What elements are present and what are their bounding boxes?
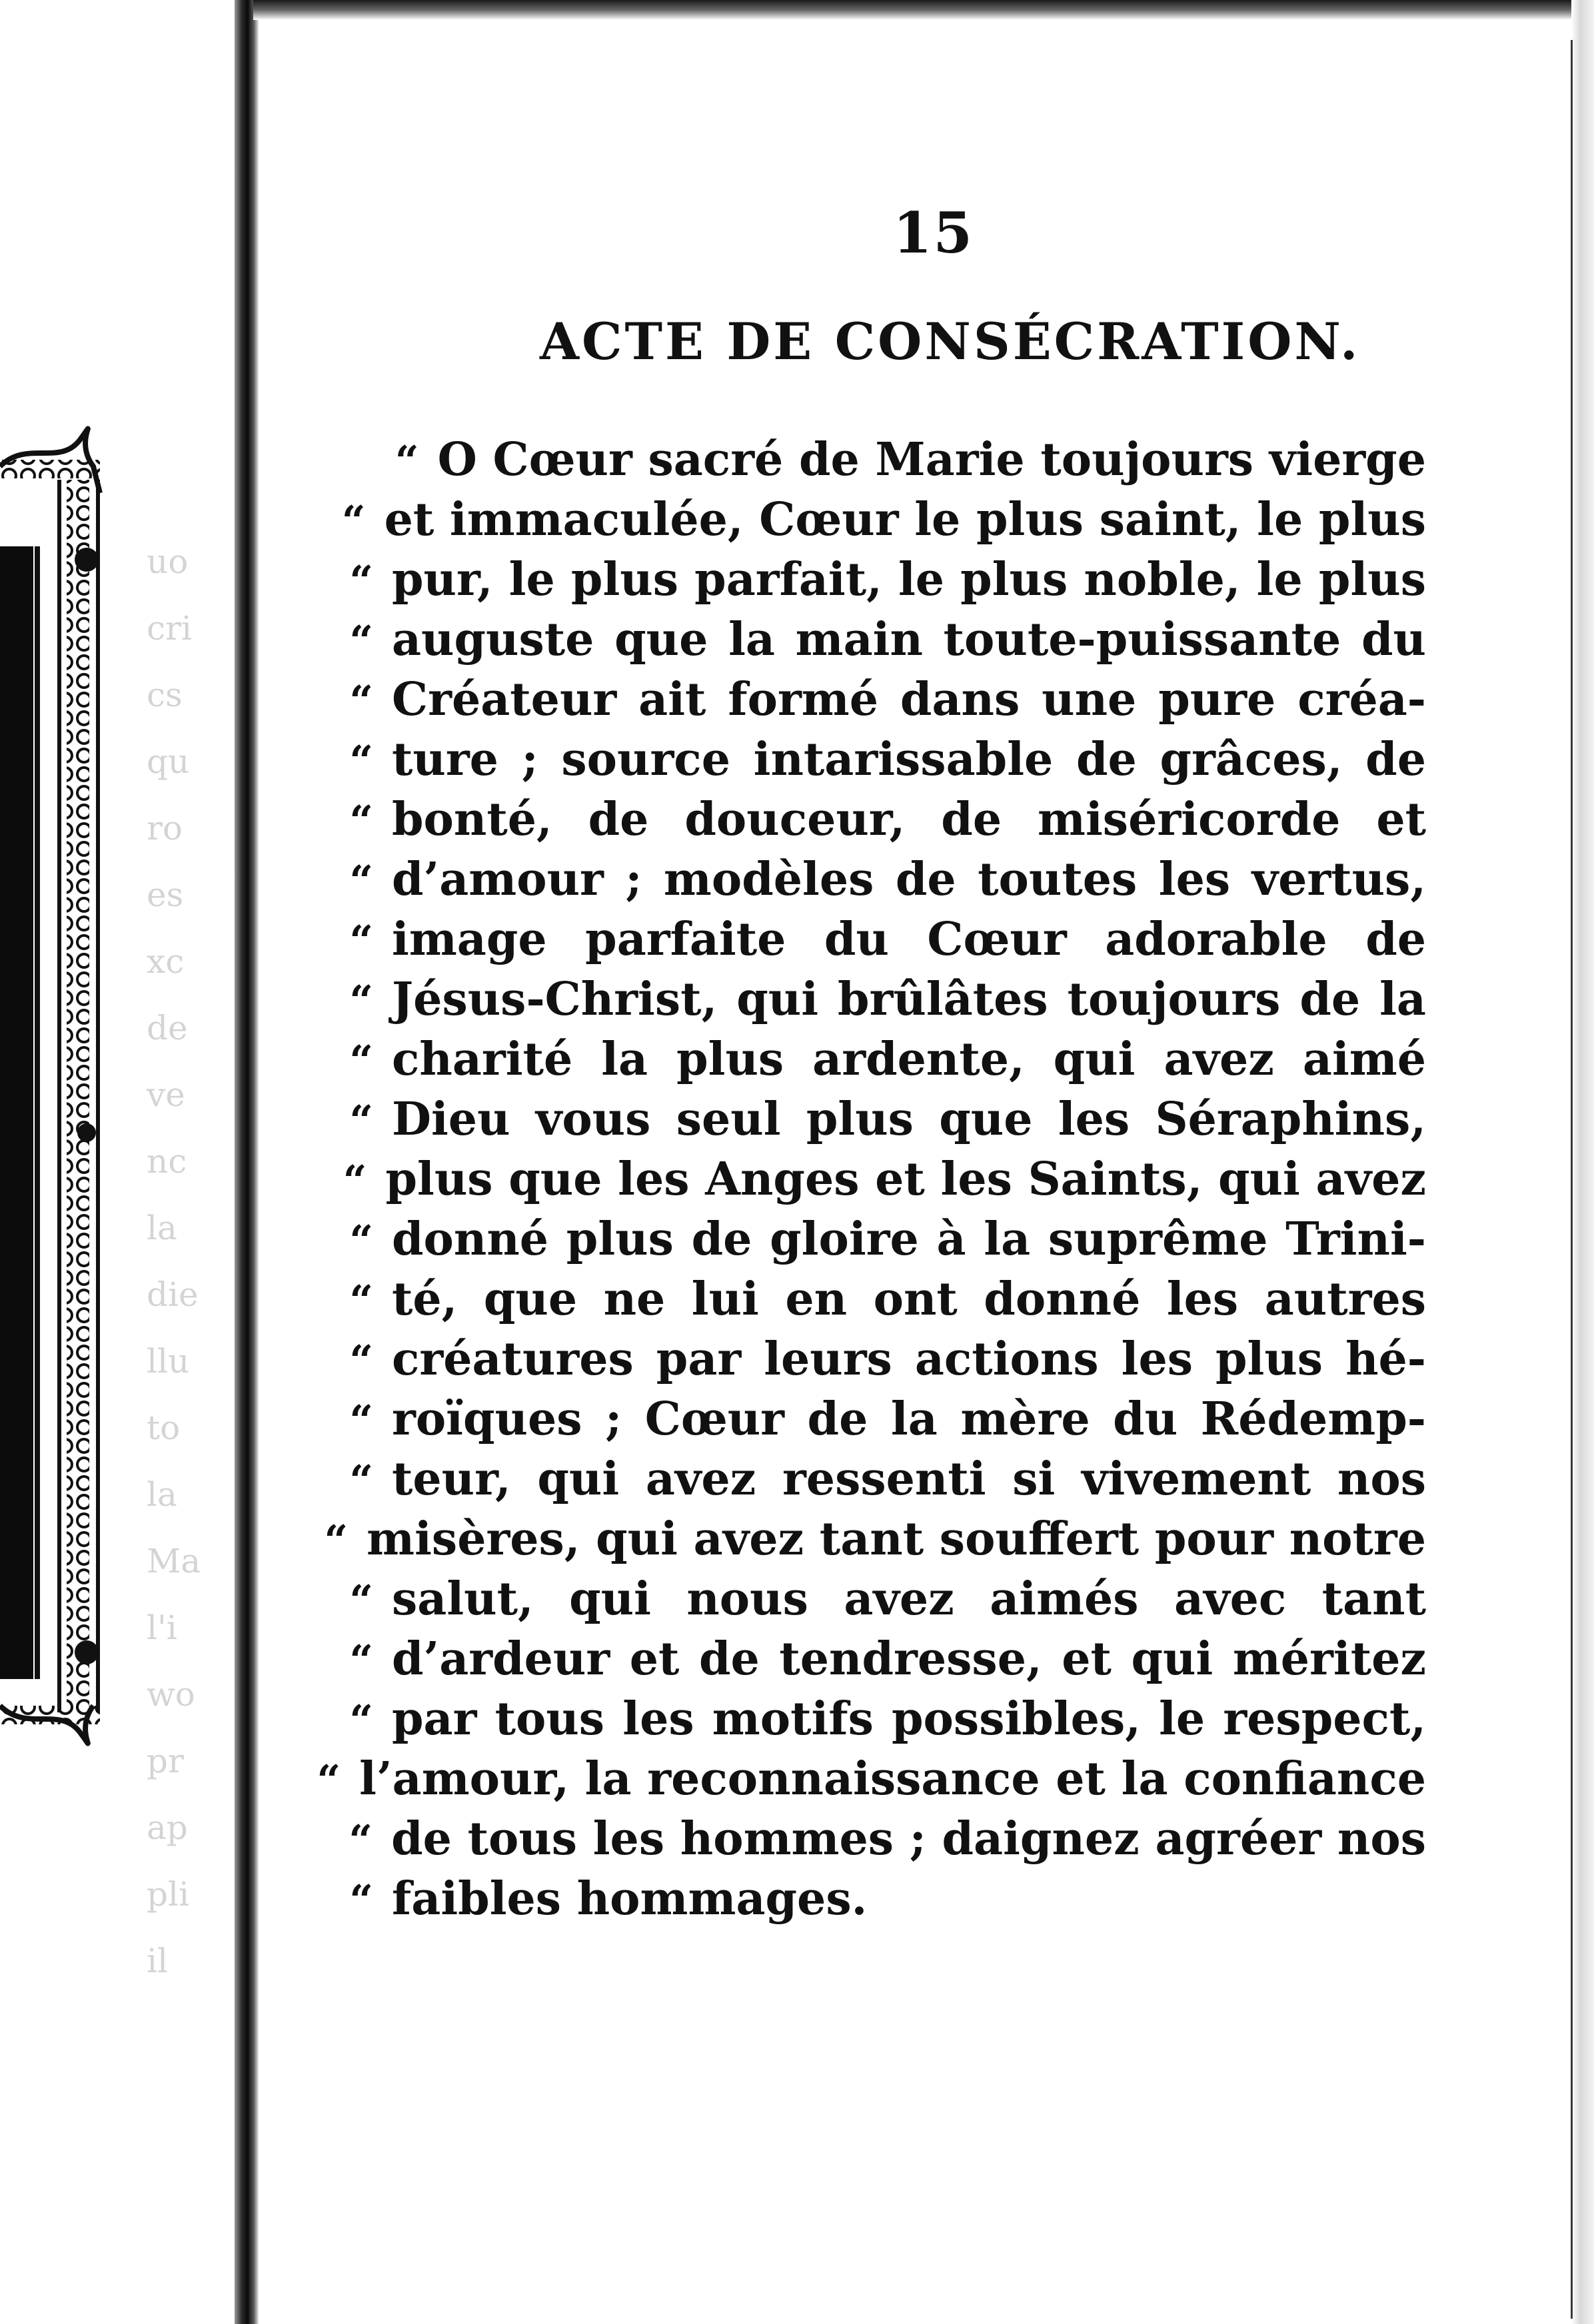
line-text: Dieu vous seul plus que les Séraphins, [392, 1093, 1426, 1146]
line-text: d’ardeur et de tendresse, et qui méritez [392, 1632, 1426, 1686]
svg-text:pli: pli [147, 1875, 189, 1914]
text-line [307, 1872, 1426, 1932]
quote-mark: “ [349, 916, 373, 965]
line-text: et immaculée, Cœur le plus saint, le plus [384, 493, 1426, 546]
line-text: par tous les motifs possibles, le respect, [392, 1692, 1426, 1746]
quote-mark: “ [349, 1036, 373, 1085]
quote-mark: “ [349, 1696, 373, 1744]
line-text: O Cœur sacré de Marie toujours vierge [437, 433, 1426, 486]
svg-text:il: il [147, 1942, 168, 1980]
svg-text:qu: qu [147, 742, 190, 781]
text-line [307, 1093, 1426, 1153]
quote-mark: “ [349, 556, 373, 605]
quote-mark: “ [341, 496, 366, 545]
text-line [307, 913, 1426, 973]
quote-mark: “ [349, 1096, 373, 1145]
svg-text:la: la [147, 1475, 177, 1514]
svg-text:ro: ro [147, 809, 183, 848]
text-line [307, 1632, 1426, 1692]
text-line [307, 553, 1426, 613]
right-page-edge-line [1571, 40, 1573, 2319]
text-line [307, 1452, 1426, 1512]
text-line [307, 853, 1426, 913]
page-number: 15 [893, 200, 974, 266]
quote-mark: “ [349, 1876, 373, 1924]
quote-mark: “ [395, 436, 419, 485]
line-text: auguste que la main toute-puissante du [392, 613, 1426, 666]
line-text: bonté, de douceur, de miséricorde et [392, 793, 1426, 846]
text-line [307, 973, 1426, 1033]
svg-text:xc: xc [147, 942, 185, 981]
line-text: créatures par leurs actions les plus hé- [392, 1333, 1426, 1386]
quote-mark: “ [349, 796, 373, 845]
ornamental-border [0, 0, 240, 2324]
quote-mark: “ [317, 1756, 341, 1804]
text-line [307, 673, 1426, 733]
svg-text:nc: nc [147, 1142, 187, 1181]
quote-mark: “ [349, 856, 373, 905]
quote-mark: “ [349, 676, 373, 725]
quote-mark: “ [349, 1636, 373, 1684]
line-text: donné plus de gloire à la suprême Trini- [392, 1213, 1426, 1266]
text-line [307, 793, 1426, 853]
quote-mark: “ [349, 1336, 373, 1385]
text-line [307, 433, 1426, 493]
line-text: roïques ; Cœur de la mère du Rédemp- [392, 1393, 1426, 1446]
text-line [307, 1512, 1426, 1572]
quote-mark: “ [349, 1216, 373, 1265]
text-line [307, 1033, 1426, 1093]
svg-text:uo: uo [147, 542, 189, 581]
quote-mark: “ [349, 1576, 373, 1624]
svg-text:cs: cs [147, 676, 183, 714]
text-line [307, 733, 1426, 793]
quote-mark: “ [349, 1456, 373, 1504]
line-text: d’amour ; modèles de toutes les vertus, [392, 853, 1426, 906]
svg-text:cri: cri [147, 609, 192, 648]
prayer-text [307, 433, 1426, 1932]
book-page [307, 0, 1533, 2324]
text-line [307, 1692, 1426, 1752]
line-text: faibles hommages. [392, 1872, 868, 1926]
text-line [307, 1153, 1426, 1213]
svg-text:llu: llu [147, 1342, 190, 1381]
line-text: ture ; source intarissable de grâces, de [392, 733, 1426, 786]
quote-mark: “ [349, 736, 373, 785]
text-line [307, 1213, 1426, 1273]
text-line [307, 1273, 1426, 1333]
line-text: image parfaite du Cœur adorable de [392, 913, 1426, 966]
line-text: pur, le plus parfait, le plus noble, le plus [392, 553, 1426, 606]
line-text: misères, qui avez tant souffert pour notre [367, 1512, 1426, 1566]
facing-page-strip [0, 0, 240, 2324]
svg-text:la: la [147, 1209, 177, 1247]
svg-text:Ma: Ma [147, 1542, 201, 1580]
line-text: plus que les Anges et les Saints, qui avez [385, 1153, 1426, 1206]
quote-mark: “ [349, 1396, 373, 1445]
svg-text:ve: ve [147, 1075, 185, 1114]
svg-text:wo: wo [147, 1675, 195, 1714]
line-text: Jésus-Christ, qui brûlâtes toujours de la [392, 973, 1426, 1026]
svg-text:ap: ap [147, 1808, 188, 1847]
text-line [307, 1333, 1426, 1393]
line-text: Créateur ait formé dans une pure créa- [392, 673, 1426, 726]
quote-mark: “ [349, 976, 373, 1025]
svg-text:l'i: l'i [147, 1608, 177, 1647]
svg-text:to: to [147, 1409, 181, 1447]
line-text: teur, qui avez ressenti si vivement nos [392, 1452, 1426, 1506]
quote-mark: “ [324, 1516, 349, 1564]
text-line [307, 1812, 1426, 1872]
quote-mark: “ [349, 616, 373, 665]
quote-mark: “ [343, 1156, 367, 1205]
svg-text:pr: pr [147, 1742, 184, 1780]
text-line [307, 613, 1426, 673]
line-text: té, que ne lui en ont donné les autres [392, 1273, 1426, 1326]
line-text: charité la plus ardente, qui avez aimé [392, 1033, 1426, 1086]
quote-mark: “ [349, 1276, 373, 1325]
svg-text:die: die [147, 1275, 199, 1314]
svg-text:es: es [147, 875, 184, 914]
svg-text:de: de [147, 1009, 188, 1047]
text-line [307, 1393, 1426, 1452]
line-text: de tous les hommes ; daignez agréer nos [391, 1812, 1426, 1866]
book-gutter [235, 0, 259, 2324]
line-text: l’amour, la reconnaissance et la confiance [359, 1752, 1426, 1806]
line-text: salut, qui nous avez aimés avec tant [392, 1572, 1426, 1626]
text-line [307, 493, 1426, 553]
page-title: ACTE DE CONSÉCRATION. [540, 312, 1361, 371]
quote-mark: “ [349, 1816, 373, 1864]
text-line [307, 1752, 1426, 1812]
text-line [307, 1572, 1426, 1632]
